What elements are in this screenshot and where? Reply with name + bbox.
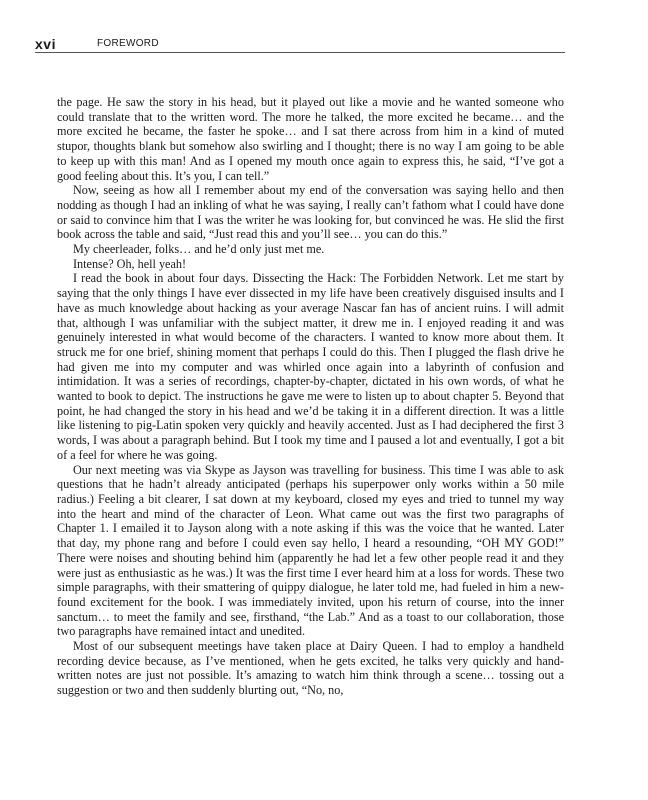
paragraph: Most of our subsequent meetings have taken place at Dairy Queen. I had to employ a handheld recording device because, as I’ve mentioned, when he gets excited, he talks very quickly and hand-written notes are just not possible. It’s amazing to watch him think through a scene… tossing out a suggestion or two and then suddenly blurting out, “No, no,	[57, 639, 564, 698]
running-header	[35, 34, 565, 53]
paragraph: My cheerleader, folks… and he’d only just met me.	[73, 242, 325, 257]
paragraph: Our next meeting was via Skype as Jayson was travelling for business. This time I was able to ask questions that he hadn’t already anticipated (perhaps his superpower only works within a 50 mile radius.) Feeling a bit clearer, I sat down at my keyboard, closed my eyes and tried to tunnel my way into the heart and mind of the character of Leon. What came out was the first two paragraphs of Chapter 1. I emailed it to Jayson along with a note asking if this was the voice that he wanted. Later that day, my phone rang and before I could even say hello, I heard a resounding, “OH MY GOD!” There were noises and shouting behind him (apparently he had let a few other people read it and they were just as enthusiastic as he was.) It was the first time I ever heard him at a loss for words. These two simple paragraphs, with their smattering of quippy dialogue, he later told me, had fueled in him a new-found excitement for the book. I was immediately invited, upon his return of course, into the inner sanctum… to meet the family and see, firsthand, “the Lab.” And as a toast to our collaboration, those two paragraphs have remained intact and unedited.	[57, 462, 564, 639]
page-number: xvi	[35, 36, 56, 52]
paragraph: Now, seeing as how all I remember about my end of the conversation was saying hello and then nodding as though I had an inkling of what he was saying, I really can’t fathom what I could have done or said to convince him that I was the writer he was looking for, but convinced he was. He slid the first book across the table and said, “Just read this and you’ll see… you can do this.”	[57, 183, 564, 242]
paragraph: I read the book in about four days. Dissecting the Hack: The Forbidden Network. Let me start by saying that the only things I have ever dissected in my life have been creatively disguised insults and I have as much knowledge about hacking as your average Nascar fan has of ancient ruins. I will admit that, although I was unfamiliar with the subject matter, it drew me in. I enjoyed reading it and was genuinely interested in what would become of the characters. I wanted to know more about them. It struck me for one brief, shining moment that perhaps I could do this. Then I plugged the flash drive he had given me into my computer and was whirled once again into a labyrinth of confusion and intimidation. It was a series of recordings, chapter-by-chapter, dictated in his own words, of what he wanted to book to depict. The instructions he gave me were to listen up to about chapter 5. Beyond that point, he had changed the story in his head and we’d be taking it in a different direction. It was a little like listening to pig-Latin spoken very quickly and heavily accented. Just as I had deciphered the first 3 words, I was about a paragraph behind. But I took my time and I paused a lot and eventually, I got a bit of a feel for where he was going.	[57, 271, 564, 462]
section-title: FOREWORD	[97, 38, 159, 49]
paragraph: the page. He saw the story in his head, but it played out like a movie and he wanted someone who could translate that to the written word. The more he talked, the more excited he became… and the more excited he became, the faster he spoke… and I sat there across from him in a kind of muted stupor, thoughts blank but somehow also swirling and I thought; there is no way I am going to be able to keep up with this man! And as I opened my mouth once again to express this, he said, “I’ve got a good feeling about this. It’s you, I can tell.”	[57, 95, 564, 183]
body-text	[57, 95, 564, 698]
paragraph: Intense? Oh, hell yeah!	[73, 256, 187, 271]
